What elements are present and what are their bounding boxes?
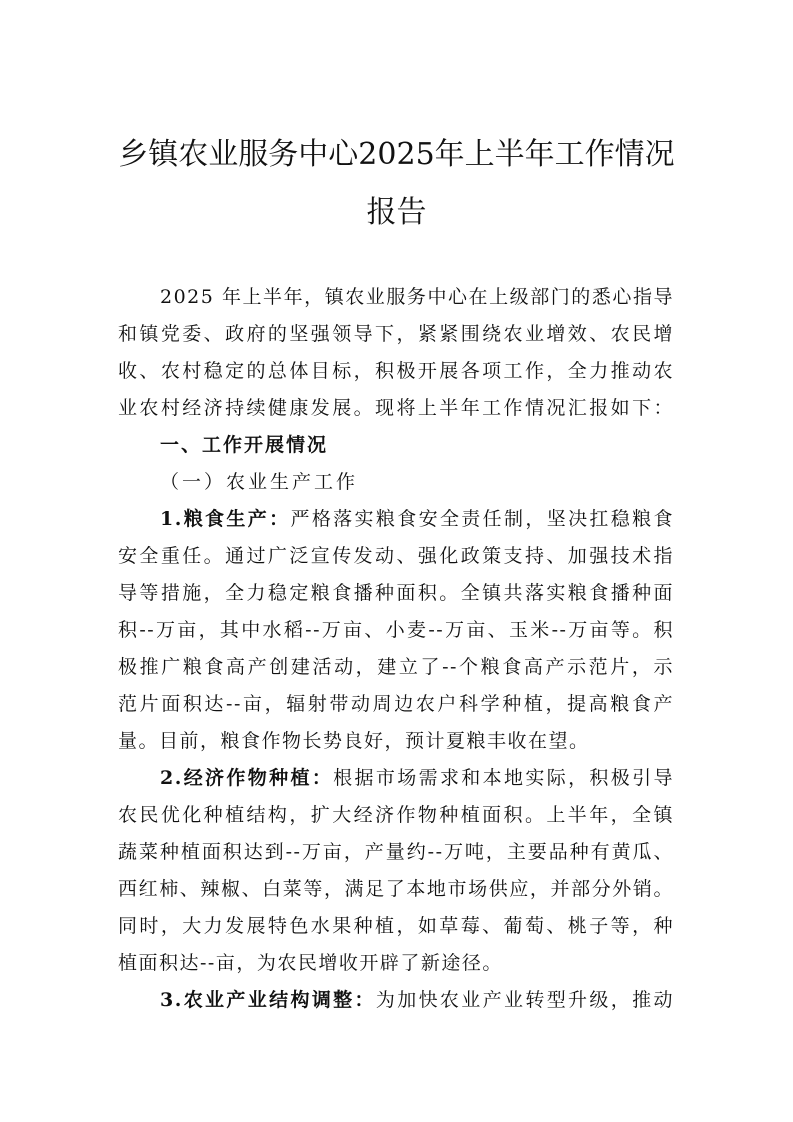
item-1-line: 极推广粮食高产创建活动，建立了--个粮食高产示范片，示 [118,656,674,678]
document-title-line-2: 报告 [366,195,427,230]
item-2-label: 2.经济作物种植： [160,767,334,789]
document-title-line-1: 乡镇农业服务中心2025年上半年工作情况 [118,137,675,172]
item-3-first-line [160,989,674,1011]
intro-line: 收、农村稳定的总体目标，积极开展各项工作，全力推动农 [118,360,674,382]
item-1-line: 积--万亩，其中水稻--万亩、小麦--万亩、玉米--万亩等。积 [118,619,674,641]
item-1-first-line [160,508,674,530]
section-heading: 一、工作开展情况 [160,434,329,456]
item-1-text: 严格落实粮食安全责任制，坚决扛稳粮食 [290,508,674,530]
item-1-line: 范片面积达--亩，辐射带动周边农户科学种植，提高粮食产 [118,693,674,715]
item-2-line: 西红柿、辣椒、白菜等，满足了本地市场供应，并部分外销。 [118,878,674,900]
item-3-text: 为加快农业产业转型升级，推动 [375,989,674,1011]
item-2-last-line: 植面积达--亩，为农民增收开辟了新途径。 [118,952,503,974]
intro-line: 业农村经济持续健康发展。现将上半年工作情况汇报如下： [118,397,674,419]
item-2-line: 农民优化种植结构，扩大经济作物种植面积。上半年，全镇 [118,804,674,826]
item-1-line: 导等措施，全力稳定粮食播种面积。全镇共落实粮食播种面 [118,582,674,604]
item-1-last-line: 量。目前，粮食作物长势良好，预计夏粮丰收在望。 [118,730,590,752]
item-1-line: 安全重任。通过广泛宣传发动、强化政策支持、加强技术指 [118,545,674,567]
item-2-line: 同时，大力发展特色水果种植，如草莓、葡萄、桃子等，种 [118,915,674,937]
item-2-line: 蔬菜种植面积达到--万亩，产量约--万吨，主要品种有黄瓜、 [118,841,674,863]
subsection-heading: （一）农业生产工作 [160,471,359,493]
intro-line: 2025 年上半年，镇农业服务中心在上级部门的悉心指导 [160,286,674,308]
item-3-label: 3.农业产业结构调整： [160,989,376,1011]
item-2-text: 根据市场需求和本地实际，积极引导 [333,767,674,789]
item-2-first-line [160,767,674,789]
item-1-label: 1.粮食生产： [160,508,291,530]
intro-line: 和镇党委、政府的坚强领导下，紧紧围绕农业增效、农民增 [118,323,674,345]
